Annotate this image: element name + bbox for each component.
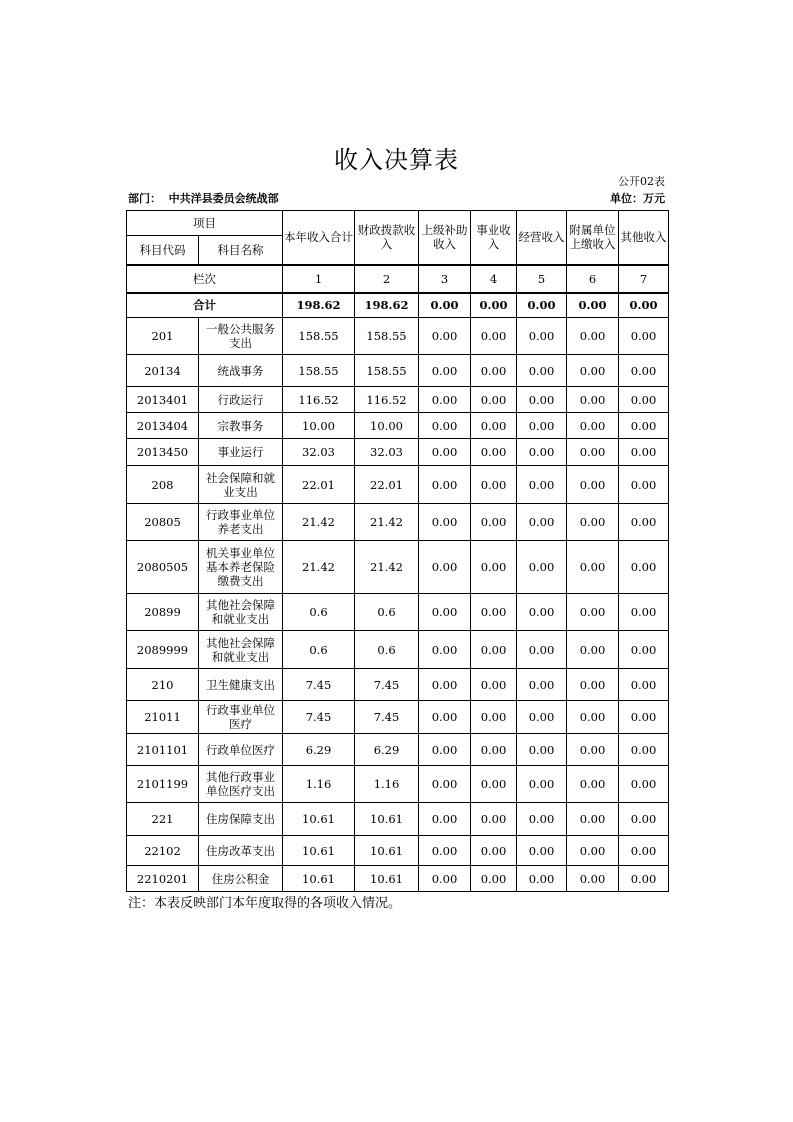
amount-cell: 0.6 <box>283 631 355 669</box>
total-value: 0.00 <box>419 293 471 318</box>
amount-cell: 0.00 <box>419 594 471 631</box>
amount-cell: 0.00 <box>419 504 471 541</box>
subject-code: 21011 <box>127 701 199 734</box>
amount-cell: 0.00 <box>419 413 471 439</box>
amount-cell: 0.00 <box>471 466 517 504</box>
amount-cell: 0.00 <box>567 594 619 631</box>
amount-cell: 0.00 <box>471 413 517 439</box>
table-row <box>127 836 669 866</box>
total-value: 0.00 <box>567 293 619 318</box>
amount-cell: 0.00 <box>517 355 567 387</box>
income-table <box>126 210 669 892</box>
header-superior: 上级补助收入 <box>419 211 471 265</box>
amount-cell: 6.29 <box>355 734 419 766</box>
column-number: 7 <box>619 265 669 293</box>
subject-code: 2013401 <box>127 387 199 413</box>
subject-code: 208 <box>127 466 199 504</box>
amount-cell: 158.55 <box>283 318 355 355</box>
amount-cell: 21.42 <box>283 541 355 594</box>
column-number: 1 <box>283 265 355 293</box>
amount-cell: 0.00 <box>419 701 471 734</box>
total-value: 0.00 <box>471 293 517 318</box>
table-row <box>127 734 669 766</box>
header-total-income: 本年收入合计 <box>283 211 355 265</box>
amount-cell: 0.00 <box>619 387 669 413</box>
subject-name: 行政事业单位医疗 <box>199 701 283 734</box>
header-operating: 经营收入 <box>517 211 567 265</box>
amount-cell: 21.42 <box>355 504 419 541</box>
amount-cell: 0.00 <box>419 766 471 803</box>
amount-cell: 0.00 <box>471 541 517 594</box>
amount-cell: 0.00 <box>619 594 669 631</box>
amount-cell: 0.00 <box>517 866 567 892</box>
department-name: 中共洋县委员会统战部 <box>168 192 279 205</box>
column-number: 2 <box>355 265 419 293</box>
amount-cell: 0.00 <box>419 466 471 504</box>
amount-cell: 0.00 <box>419 541 471 594</box>
total-value: 0.00 <box>619 293 669 318</box>
column-number-row <box>127 265 669 293</box>
amount-cell: 10.61 <box>283 836 355 866</box>
subject-code: 2013450 <box>127 439 199 466</box>
department-info <box>128 190 279 206</box>
amount-cell: 0.00 <box>567 504 619 541</box>
subject-name: 其他社会保障和就业支出 <box>199 594 283 631</box>
table-row <box>127 766 669 803</box>
subject-name: 住房公积金 <box>199 866 283 892</box>
amount-cell: 158.55 <box>283 355 355 387</box>
amount-cell: 0.00 <box>517 701 567 734</box>
subject-name: 行政单位医疗 <box>199 734 283 766</box>
amount-cell: 0.00 <box>419 866 471 892</box>
amount-cell: 0.00 <box>419 439 471 466</box>
amount-cell: 10.61 <box>355 803 419 836</box>
subject-code: 210 <box>127 669 199 701</box>
department-label: 部门： <box>128 192 161 205</box>
amount-cell: 0.00 <box>471 701 517 734</box>
amount-cell: 0.00 <box>619 734 669 766</box>
subject-code: 2080505 <box>127 541 199 594</box>
subject-code: 20134 <box>127 355 199 387</box>
header-fiscal: 财政拨款收入 <box>355 211 419 265</box>
subject-name: 行政运行 <box>199 387 283 413</box>
header-item: 项目 <box>127 211 283 236</box>
table-row <box>127 866 669 892</box>
column-number: 6 <box>567 265 619 293</box>
subject-name: 事业运行 <box>199 439 283 466</box>
header-name: 科目名称 <box>199 236 283 265</box>
amount-cell: 0.00 <box>517 594 567 631</box>
amount-cell: 32.03 <box>283 439 355 466</box>
amount-cell: 0.00 <box>567 466 619 504</box>
amount-cell: 0.00 <box>517 318 567 355</box>
amount-cell: 0.00 <box>419 836 471 866</box>
subject-name: 住房保障支出 <box>199 803 283 836</box>
amount-cell: 10.00 <box>355 413 419 439</box>
amount-cell: 0.00 <box>517 466 567 504</box>
amount-cell: 0.00 <box>619 466 669 504</box>
table-row <box>127 318 669 355</box>
amount-cell: 0.00 <box>517 504 567 541</box>
amount-cell: 0.6 <box>355 631 419 669</box>
table-row <box>127 631 669 669</box>
amount-cell: 0.00 <box>567 701 619 734</box>
amount-cell: 22.01 <box>355 466 419 504</box>
amount-cell: 0.00 <box>567 669 619 701</box>
total-value: 0.00 <box>517 293 567 318</box>
amount-cell: 0.00 <box>619 766 669 803</box>
amount-cell: 7.45 <box>355 701 419 734</box>
amount-cell: 0.00 <box>517 387 567 413</box>
amount-cell: 7.45 <box>283 701 355 734</box>
subject-code: 2210201 <box>127 866 199 892</box>
amount-cell: 0.00 <box>567 836 619 866</box>
amount-cell: 0.00 <box>619 413 669 439</box>
total-value: 198.62 <box>355 293 419 318</box>
amount-cell: 22.01 <box>283 466 355 504</box>
amount-cell: 7.45 <box>355 669 419 701</box>
amount-cell: 21.42 <box>355 541 419 594</box>
amount-cell: 10.61 <box>355 866 419 892</box>
amount-cell: 158.55 <box>355 318 419 355</box>
amount-cell: 0.00 <box>471 631 517 669</box>
amount-cell: 0.00 <box>567 413 619 439</box>
amount-cell: 0.00 <box>471 594 517 631</box>
header-business: 事业收入 <box>471 211 517 265</box>
column-row-label: 栏次 <box>127 265 283 293</box>
unit-value: 万元 <box>643 192 665 205</box>
amount-cell: 0.00 <box>471 669 517 701</box>
form-number: 公开02表 <box>618 175 665 188</box>
amount-cell: 0.00 <box>517 439 567 466</box>
amount-cell: 0.00 <box>567 631 619 669</box>
subject-code: 2013404 <box>127 413 199 439</box>
amount-cell: 6.29 <box>283 734 355 766</box>
amount-cell: 0.00 <box>517 766 567 803</box>
amount-cell: 0.00 <box>517 413 567 439</box>
subject-name: 一般公共服务支出 <box>199 318 283 355</box>
amount-cell: 0.00 <box>619 439 669 466</box>
amount-cell: 0.00 <box>619 318 669 355</box>
column-number: 3 <box>419 265 471 293</box>
amount-cell: 0.00 <box>419 631 471 669</box>
column-number: 4 <box>471 265 517 293</box>
subject-code: 201 <box>127 318 199 355</box>
amount-cell: 0.00 <box>471 355 517 387</box>
subject-code: 22102 <box>127 836 199 866</box>
amount-cell: 0.00 <box>567 541 619 594</box>
table-row <box>127 701 669 734</box>
amount-cell: 158.55 <box>355 355 419 387</box>
amount-cell: 0.00 <box>419 355 471 387</box>
amount-cell: 0.00 <box>471 803 517 836</box>
amount-cell: 0.00 <box>567 734 619 766</box>
amount-cell: 0.00 <box>619 355 669 387</box>
total-row <box>127 293 669 318</box>
table-row <box>127 669 669 701</box>
amount-cell: 0.00 <box>471 387 517 413</box>
footnote: 注：本表反映部门本年度取得的各项收入情况。 <box>128 896 402 911</box>
table-row <box>127 803 669 836</box>
header-other: 其他收入 <box>619 211 669 265</box>
amount-cell: 0.00 <box>567 439 619 466</box>
column-number: 5 <box>517 265 567 293</box>
table-row <box>127 355 669 387</box>
amount-cell: 0.00 <box>517 803 567 836</box>
subject-code: 2089999 <box>127 631 199 669</box>
amount-cell: 0.00 <box>471 504 517 541</box>
amount-cell: 0.00 <box>619 803 669 836</box>
amount-cell: 0.00 <box>619 866 669 892</box>
amount-cell: 7.45 <box>283 669 355 701</box>
amount-cell: 0.00 <box>619 541 669 594</box>
subject-name: 卫生健康支出 <box>199 669 283 701</box>
amount-cell: 21.42 <box>283 504 355 541</box>
amount-cell: 0.00 <box>471 766 517 803</box>
table-row <box>127 387 669 413</box>
amount-cell: 116.52 <box>355 387 419 413</box>
amount-cell: 0.00 <box>471 836 517 866</box>
amount-cell: 0.00 <box>567 803 619 836</box>
amount-cell: 0.00 <box>567 387 619 413</box>
amount-cell: 0.00 <box>619 504 669 541</box>
unit-info <box>610 190 665 206</box>
amount-cell: 0.6 <box>355 594 419 631</box>
header-code: 科目代码 <box>127 236 199 265</box>
header-affiliated: 附属单位上缴收入 <box>567 211 619 265</box>
amount-cell: 32.03 <box>355 439 419 466</box>
amount-cell: 10.61 <box>283 803 355 836</box>
subject-code: 221 <box>127 803 199 836</box>
subject-name: 统战事务 <box>199 355 283 387</box>
total-value: 198.62 <box>283 293 355 318</box>
amount-cell: 0.00 <box>619 836 669 866</box>
table-row <box>127 594 669 631</box>
amount-cell: 0.00 <box>567 766 619 803</box>
subject-name: 其他社会保障和就业支出 <box>199 631 283 669</box>
amount-cell: 0.00 <box>471 318 517 355</box>
table-row <box>127 413 669 439</box>
amount-cell: 0.00 <box>471 866 517 892</box>
amount-cell: 10.00 <box>283 413 355 439</box>
table-row <box>127 466 669 504</box>
amount-cell: 1.16 <box>283 766 355 803</box>
amount-cell: 0.00 <box>419 318 471 355</box>
amount-cell: 0.6 <box>283 594 355 631</box>
subject-name: 机关事业单位基本养老保险缴费支出 <box>199 541 283 594</box>
amount-cell: 0.00 <box>517 541 567 594</box>
amount-cell: 0.00 <box>517 669 567 701</box>
table-row <box>127 541 669 594</box>
amount-cell: 10.61 <box>355 836 419 866</box>
amount-cell: 1.16 <box>355 766 419 803</box>
total-label: 合计 <box>127 293 283 318</box>
amount-cell: 0.00 <box>517 734 567 766</box>
subject-name: 社会保障和就业支出 <box>199 466 283 504</box>
table-row <box>127 504 669 541</box>
amount-cell: 0.00 <box>471 439 517 466</box>
subject-code: 2101101 <box>127 734 199 766</box>
table-row <box>127 439 669 466</box>
amount-cell: 0.00 <box>619 669 669 701</box>
amount-cell: 0.00 <box>567 866 619 892</box>
amount-cell: 0.00 <box>419 669 471 701</box>
subject-code: 20899 <box>127 594 199 631</box>
subject-name: 行政事业单位养老支出 <box>199 504 283 541</box>
amount-cell: 0.00 <box>419 387 471 413</box>
subject-code: 2101199 <box>127 766 199 803</box>
amount-cell: 0.00 <box>517 836 567 866</box>
amount-cell: 0.00 <box>517 631 567 669</box>
subject-name: 其他行政事业单位医疗支出 <box>199 766 283 803</box>
amount-cell: 0.00 <box>619 701 669 734</box>
amount-cell: 116.52 <box>283 387 355 413</box>
page-title: 收入决算表 <box>334 146 459 174</box>
subject-name: 住房改革支出 <box>199 836 283 866</box>
amount-cell: 0.00 <box>567 355 619 387</box>
amount-cell: 0.00 <box>419 734 471 766</box>
amount-cell: 0.00 <box>567 318 619 355</box>
amount-cell: 0.00 <box>471 734 517 766</box>
amount-cell: 10.61 <box>283 866 355 892</box>
meta-line <box>128 190 665 206</box>
unit-label: 单位： <box>610 192 643 205</box>
amount-cell: 0.00 <box>619 631 669 669</box>
subject-name: 宗教事务 <box>199 413 283 439</box>
subject-code: 20805 <box>127 504 199 541</box>
amount-cell: 0.00 <box>419 803 471 836</box>
